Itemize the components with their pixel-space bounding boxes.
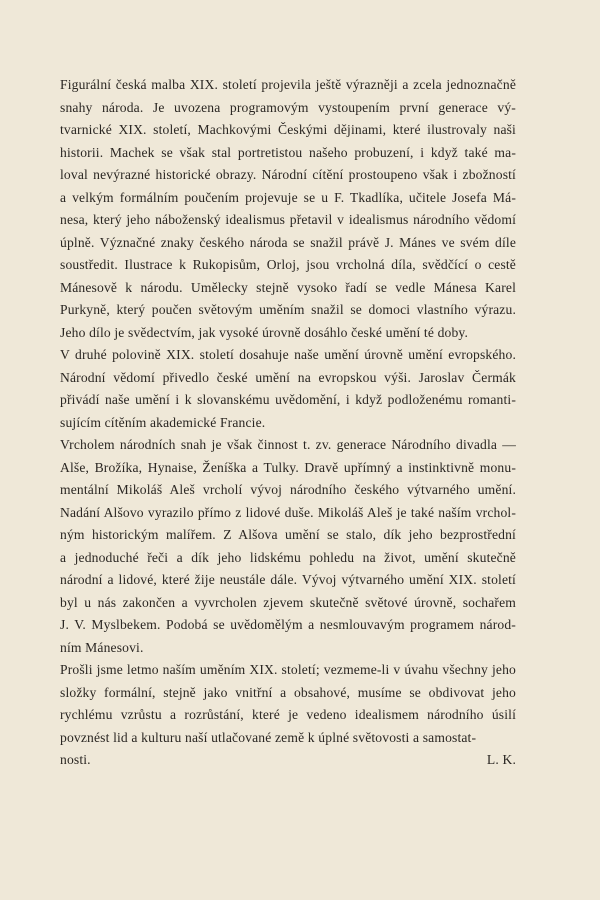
- paragraph: [60, 74, 516, 344]
- paragraph: [60, 659, 516, 749]
- text-line: nesa, který jeho náboženský idealismus přetavil v idealismus národního vědomí: [60, 212, 516, 227]
- text-line: složky formální, stejně jako vnitřní a obsahové, musíme se obdivovat jeho: [60, 684, 516, 700]
- text-line: ným historickým malířem. Z Alšova umění se stalo, dík jeho bezprostřední: [60, 527, 516, 542]
- closing-line: [60, 749, 516, 772]
- text-line: sujícím cítěním akademické Francie.: [60, 414, 266, 430]
- text-line: přivádí naše umění i k slovanskému uvědomění, i když podloženému romanti-: [60, 392, 516, 407]
- text-line: rychlému vzrůstu a rozrůstání, které je vedeno idealismem národního úsilí: [60, 707, 516, 722]
- paragraph: [60, 434, 516, 659]
- text-line: povznést lid a kulturu naší utlačované země k úplné světovosti a samostat-: [60, 729, 477, 745]
- text-line: úplně. Význačné znaky českého národa se snažil právě J. Mánes ve svém díle: [60, 234, 516, 250]
- text-line: Prošli jsme letmo naším uměním XIX. století; vezmeme-li v úvahu všechny jeho: [60, 662, 516, 677]
- closing-text: nosti.: [60, 752, 91, 767]
- text-line: loval nevýrazné historické obrazy. Národní cítění prostoupeno však i zbožností: [60, 167, 516, 182]
- text-line: Alše, Brožíka, Hynaise, Ženíška a Tulky. Dravě upřímný a instinktivně monu-: [60, 459, 516, 475]
- essay-body: [60, 74, 516, 749]
- text-line: J. V. Myslbekem. Podobá se uvědomělým a nesmlouvavým programem národ-: [60, 617, 516, 632]
- text-line: V druhé polovině XIX. století dosahuje naše umění úrovně umění evropského.: [60, 347, 516, 362]
- text-line: ním Mánesovi.: [60, 639, 144, 655]
- text-line: národní a lidové, které žije neustále dále. Vývoj výtvarného umění XIX. století: [60, 572, 516, 587]
- paragraph: [60, 344, 516, 434]
- text-line: Nadání Alšovo vyrazilo přímo z lidové duše. Mikoláš Aleš je také naším vrchol-: [60, 504, 516, 520]
- text-line: Vrcholem národních snah je však činnost t. zv. generace Národního divadla —: [60, 437, 516, 452]
- author-signature: L. K.: [486, 752, 516, 767]
- text-line: a velkým formálním poučením projevuje se u F. Tkadlíka, učitele Josefa Má-: [60, 189, 516, 205]
- text-line: tvarnické XIX. století, Machkovými Českými dějinami, které ilustrovaly naši: [60, 122, 516, 137]
- text-line: snahy národa. Je uvozena programovým vystoupením první generace vý-: [60, 99, 516, 115]
- text-line: a jednoduché řeči a dík jeho lidskému pohledu na život, umění skutečně: [60, 549, 516, 565]
- text-line: Jeho dílo je svědectvím, jak vysoké úrovně dosáhlo české umění té doby.: [60, 324, 469, 340]
- text-line: Figurální česká malba XIX. století projevila ještě výrazněji a zcela jednoznačně: [60, 77, 516, 92]
- text-line: byl u nás zakončen a vyvrcholen zjevem skutečně světové úrovně, sochařem: [60, 594, 516, 610]
- text-line: Národní vědomí přivedlo české umění na evropskou výši. Jaroslav Čermák: [60, 369, 516, 385]
- text-line: historii. Machek se však stal portretistou našeho probuzení, i když také ma-: [60, 144, 516, 160]
- text-line: Mánesově k národu. Umělecky stejně vysoko řadí se vedle Mánesa Karel: [60, 279, 516, 295]
- text-line: soustředit. Ilustrace k Rukopisům, Orloj, jsou vrcholná díla, svědčící o cestě: [60, 257, 516, 272]
- text-line: Purkyně, který poučen světovým uměním snažil se domoci vlastního výrazu.: [60, 302, 516, 317]
- text-line: mentální Mikoláš Aleš vrcholí vývoj národního českého výtvarného umění.: [60, 482, 516, 497]
